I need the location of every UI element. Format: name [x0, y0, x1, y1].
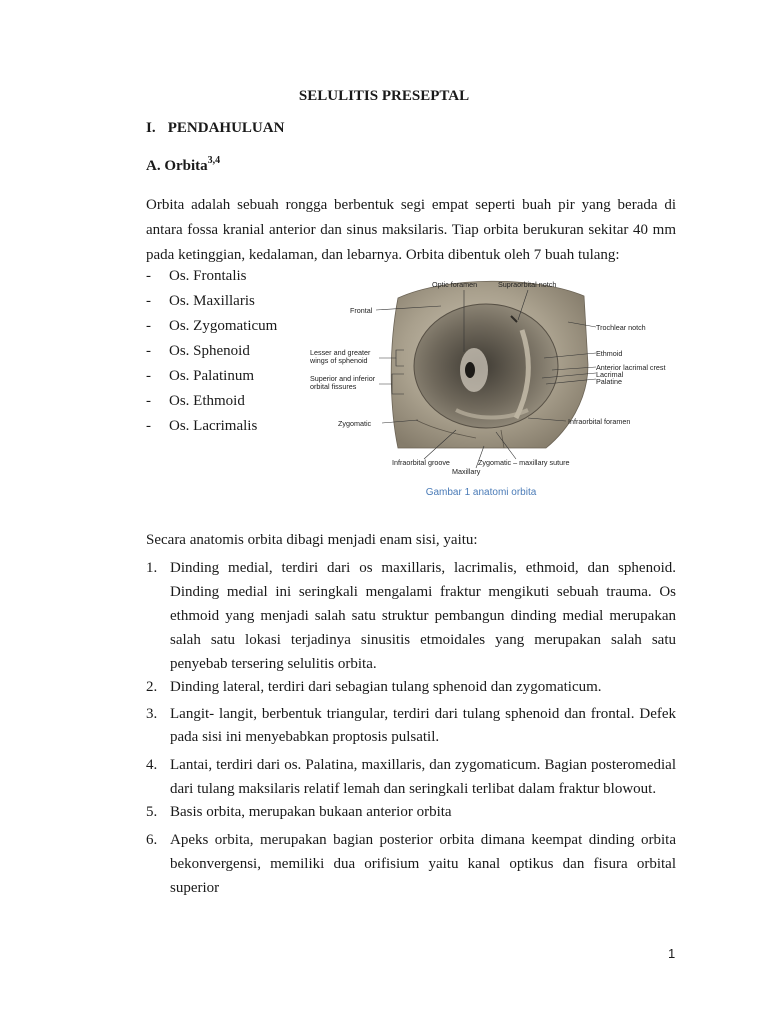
- label-optic-foramen: Optic foramen: [432, 280, 478, 289]
- list-item: 3. Langit- langit, berbentuk triangular, terdiri dari tulang sphenoid dan frontal. Defek pada sisi ini menyebabkan proptosis pulsatil.: [146, 706, 676, 745]
- label-palatine: Palatine: [596, 377, 622, 386]
- lead-paragraph: Secara anatomis orbita dibagi menjadi enam sisi, yaitu:: [146, 532, 478, 548]
- label-maxillary: Maxillary: [452, 467, 481, 476]
- label-fissures-1: Superior and inferior: [310, 374, 376, 383]
- label-fissures-2: orbital fissures: [310, 382, 357, 391]
- document-title: SELULITIS PRESEPTAL: [298, 88, 470, 104]
- label-zygomatic: Zygomatic: [338, 419, 372, 428]
- label-infraorbital-groove: Infraorbital groove: [392, 458, 450, 467]
- list-item: - Os. Maxillaris: [146, 293, 255, 309]
- list-item: - Os. Palatinum: [146, 368, 254, 384]
- label-lesser-greater-wings-2: wings of sphenoid: [310, 356, 368, 365]
- label-infraorbital-foramen: Infraorbital foramen: [568, 417, 631, 426]
- label-frontal: Frontal: [350, 306, 373, 315]
- label-ethmoid: Ethmoid: [596, 349, 623, 358]
- label-lacrimal: Lacrimal: [596, 370, 624, 379]
- list-item: - Os. Lacrimalis: [146, 418, 258, 434]
- list-item: - Os. Zygomaticum: [146, 318, 278, 334]
- orbit-illustration: [306, 270, 666, 476]
- section-title: PENDAHULUAN: [167, 120, 285, 136]
- section-heading: [146, 120, 284, 137]
- list-item: - Os. Sphenoid: [146, 343, 250, 359]
- list-item: 1. Dinding medial, terdiri dari os maxillaris, lacrimalis, ethmoid, dan sphenoid. Dinding medial ini seringkali mengalami fraktur mengikuti sebuah trauma. Os ethmoid yang menjadi salah satu struktur pembangun dinding medial merupakan salah satu lokasi terjadinya sinusitis etmoidales yang merupakan salah satu penyebab tersering selulitis orbita.: [146, 560, 676, 672]
- label-lesser-greater-wings-1: Lesser and greater: [310, 348, 371, 357]
- list-item: - Os. Ethmoid: [146, 393, 245, 409]
- page-number: 1: [668, 946, 676, 961]
- list-item: 4. Lantai, terdiri dari os. Palatina, maxillaris, dan zygomaticum. Bagian posteromedial dari tulang maksilaris relatif lemah dan seringkali terlibat dalam fraktur blowout.: [146, 757, 676, 797]
- subsection-title: A. Orbita: [146, 158, 208, 174]
- optic-foramen-hole: [465, 362, 475, 378]
- section-number: I.: [146, 120, 156, 136]
- list-item: 5. Basis orbita, merupakan bukaan anterior orbita: [146, 804, 452, 820]
- list-item: 2. Dinding lateral, terdiri dari sebagian tulang sphenoid dan zygomaticum.: [146, 679, 602, 695]
- orbit-anatomy-figure: [306, 270, 666, 476]
- label-anterior-lacrimal-crest: Anterior lacrimal crest: [596, 363, 666, 372]
- citation-superscript: 3,4: [207, 155, 221, 166]
- label-zygomatic-maxillary-suture: Zygomatic – maxillary suture: [478, 458, 570, 467]
- figure-caption: Gambar 1 anatomi orbita: [425, 487, 537, 498]
- orbit-sides-list: [146, 556, 676, 900]
- label-supraorbital-notch: Supraorbital notch: [498, 280, 557, 289]
- intro-paragraph: Orbita adalah sebuah rongga berbentuk segi empat seperti buah pir yang berada di antara fossa kranial anterior dan sinus maksilaris. Tiap orbita berukuran sekitar 40 mm pada ketinggian, kedalaman, dan lebarnya. Orbita dibentuk oleh 7 buah tulang:: [146, 197, 676, 263]
- subsection-heading: [146, 155, 220, 175]
- label-trochlear-notch: Trochlear notch: [596, 323, 646, 332]
- bone-list: [146, 264, 306, 439]
- list-item: - Os. Frontalis: [146, 268, 247, 284]
- list-item: 6. Apeks orbita, merupakan bagian posterior orbita dimana keempat dinding orbita bekonvergensi, memiliki dua orifisium yaitu kanal optikus dan fisura orbital superior: [146, 832, 676, 896]
